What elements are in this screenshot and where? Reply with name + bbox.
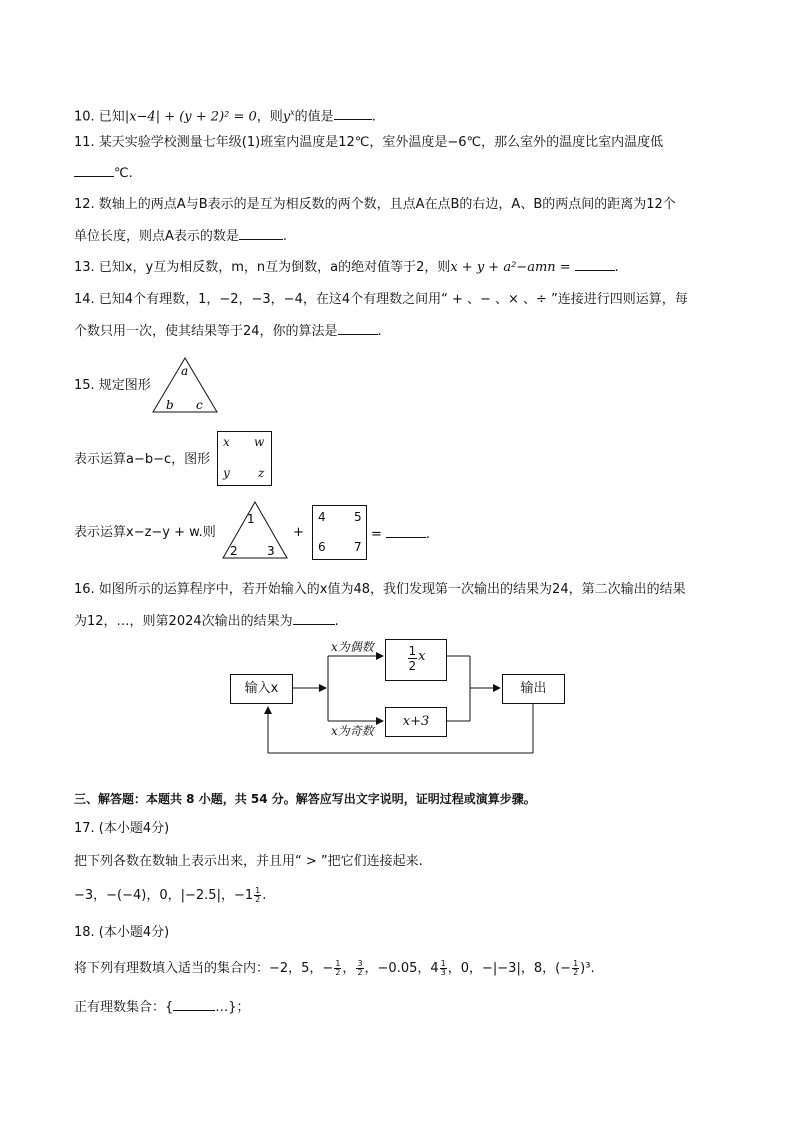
answer-blank[interactable] [173,998,215,1011]
question-16-line2: 为12，…，则第2024次输出的结果为 . [74,614,339,629]
square-figure-xwyz: x w y z [217,431,272,486]
question-12: 12. 数轴上的两点A与B表示的是互为相反数的两个数，且点A在点B的右边，A、B的两点间的距离为12个 [74,197,676,212]
question-18-title: 18. (本小题4分) [74,925,170,940]
square-figure-4567: 4 5 6 7 [312,505,367,560]
answer-blank[interactable] [293,612,335,625]
question-17-text: 把下列各数在数轴上表示出来，并且用“ > ”把它们连接起来. [74,854,423,869]
triangle-figure-abc [150,354,220,416]
plus-sign: + [293,525,304,540]
question-16: 16. 如图所示的运算程序中，若开始输入的x值为48，我们发现第一次输出的结果为24，第二次输出的结果 [74,582,686,597]
tri-number-right: 3 [267,544,275,558]
tri-label-b: b [166,398,174,412]
question-10: 10. 已知|x−4| + (y + 2)² = 0，则$y^x$的值是 . [74,108,376,125]
even-branch-label: x为偶数 [331,640,374,654]
tri-label-c: c [196,398,203,412]
question-14: 14. 已知4个有理数，1，−2，−3，−4，在这4个有理数之间用“ + 、− 、× 、÷ ”连接进行四则运算，每 [74,292,688,307]
question-15: 15. 规定图形 [74,378,151,393]
flow-add3-box: x+3 [385,707,447,737]
answer-blank[interactable] [239,227,283,240]
answer-blank[interactable] [338,322,378,335]
question-11-line2: ℃. [74,164,133,183]
section-3-heading: 三、解答题：本题共 8 小题，共 54 分。解答应写出文字说明，证明过程或演算步骤。 [74,792,536,806]
flow-output-box: 输出 [502,674,565,704]
q10-expression: |x−4| + (y + 2)² = 0 [124,109,257,125]
question-15-line2: 表示运算a−b−c，图形 [74,452,211,467]
question-14-line2: 个数只用一次，使其结果等于24，你的算法是 . [74,324,382,339]
question-18-text: 将下列有理数填入适当的集合内：−2，5，− $\frac{1}{2}$ ， $\frac{3}{2}$ ，−0.05，4 $\frac{1}{3}$ ，0，−|−3|，8，(− $\frac{1}{2}$ )³. [74,959,595,977]
question-12-line2: 单位长度，则点A表示的数是 . [74,229,288,244]
question-13: 13. 已知x，y互为相反数，m，n互为倒数，a的绝对值等于2，则x + y + a²−amn = . [74,260,619,275]
triangle-figure-123 [220,498,290,562]
equals-sign: = . [371,527,431,542]
answer-blank[interactable] [74,164,114,177]
question-11: 11. 某天实验学校测量七年级(1)班室内温度是12℃，室外温度是−6℃，那么室外的温度比室内温度低 [74,135,664,150]
odd-branch-label: x为奇数 [331,724,374,738]
question-17-numbers: −3，−(−4)，0，|−2.5|，−1 $\frac{1}{2}$ . [74,886,267,904]
answer-blank[interactable] [386,525,426,538]
tri-number-left: 2 [230,544,238,558]
question-15-line3: 表示运算x−z−y + w.则 [74,525,216,540]
flow-input-box: 输入x [230,674,293,704]
question-18-set-positive: 正有理数集合：{ …}； [74,1000,250,1015]
tri-number-top: 1 [247,512,255,526]
answer-blank[interactable] [575,258,615,271]
question-17-title: 17. (本小题4分) [74,821,170,836]
flow-half-box: $\frac{1}{2}$ x [385,639,447,681]
tri-label-a: a [181,364,189,378]
answer-blank[interactable] [334,107,372,120]
